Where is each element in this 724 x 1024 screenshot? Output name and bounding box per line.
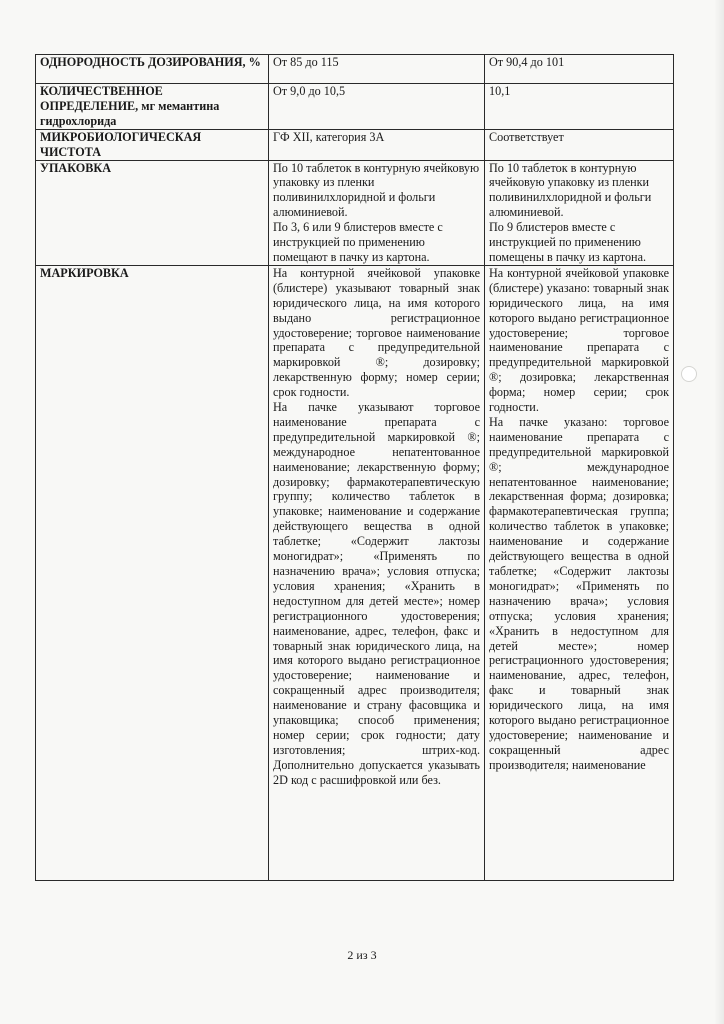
- result-value: Соответствует: [485, 129, 674, 160]
- result-value: На контурной ячейковой упаковке (блистере) указано: товарный знак юридического лица, на имя которого выдано регистрационное удостоверение; торговое наименование препарата с предупредительной маркировкой ®; дозировка; лекарственная форма; номер серии; срок годности. На пачке указано: торговое наименование препарата с предупредительной маркировкой ®; международное непатентованное наименование; лекарственная форма; дозировка; фармакотерапевтическая группа; количество таблеток в упаковке; наименование и содержание действующего вещества в одной таблетке; «Содержит лактозы моногидрат»; «Применять по назначению врача»; условия отпуска; условия хранения; «Хранить в недоступном для детей месте»; номер регистрационного удостоверения; наименование, адрес, телефон, факс и товарный знак юридического лица, на имя которого выдано регистрационное удостоверение; наименование и сокращенный адрес производителя; наименование: [485, 265, 674, 880]
- parameter-name: МИКРОБИОЛОГИЧЕСКАЯ ЧИСТОТА: [36, 129, 269, 160]
- table-row-labeling: [36, 265, 674, 880]
- parameter-name: МАРКИРОВКА: [36, 265, 269, 880]
- parameter-name: КОЛИЧЕСТВЕННОЕ ОПРЕДЕЛЕНИЕ, мг мемантина гидрохлорида: [36, 84, 269, 130]
- page-number: 2 из 3: [347, 948, 377, 962]
- norm-value: На контурной ячейковой упаковке (блистере) указывают товарный знак юридического лица, на имя которого выдано регистрационное удостоверение; торговое наименование препарата с предупредительной маркировкой ®; дозировку; лекарственную форму; номер серии; срок годности. На пачке указывают торговое наименование препарата с предупредительной маркировкой ®; международное непатентованное наименование; лекарственную форму; дозировку; фармакотерапевтическую группу; количество таблеток в упаковке; наименование и содержание действующего вещества в одной таблетке; «Содержит лактозы моногидрат»; «Применять по назначению врача»; условия отпуска; условия хранения; «Хранить в недоступном для детей месте»; номер регистрационного удостоверения; наименование, адрес, телефон, факс и товарный знак юридического лица, на имя которого выдано регистрационное удостоверение; наименование и сокращенный адрес производителя; наименование и страну фасовщика и упаковщика; способ применения; номер серии; срок годности; дату изготовления; штрих-код. Дополнительно допускается указывать 2D код с расшифровкой или без.: [269, 265, 485, 880]
- result-value: От 90,4 до 101: [485, 55, 674, 84]
- table-row-assay: [36, 84, 674, 130]
- table-row-microbiological-purity: [36, 129, 674, 160]
- specification-table: [35, 54, 674, 881]
- page-edge-shadow: [714, 0, 724, 1024]
- parameter-name: ОДНОРОДНОСТЬ ДОЗИРОВАНИЯ, %: [36, 55, 269, 84]
- punch-hole-mark: [681, 366, 697, 382]
- table-row-packaging: [36, 160, 674, 265]
- result-value: По 10 таблеток в контурную ячейковую упаковку из пленки поливинилхлоридной и фольги алюминиевой. По 9 блистеров вместе с инструкцией по применению помещены в пачку из картона.: [485, 160, 674, 265]
- norm-value: От 85 до 115: [269, 55, 485, 84]
- norm-value: ГФ XII, категория 3А: [269, 129, 485, 160]
- result-value: 10,1: [485, 84, 674, 130]
- parameter-name: УПАКОВКА: [36, 160, 269, 265]
- table-row-dosage-uniformity: [36, 55, 674, 84]
- norm-value: По 10 таблеток в контурную ячейковую упаковку из пленки поливинилхлоридной и фольги алюминиевой. По 3, 6 или 9 блистеров вместе с инструкцией по применению помещают в пачку из картона.: [269, 160, 485, 265]
- norm-value: От 9,0 до 10,5: [269, 84, 485, 130]
